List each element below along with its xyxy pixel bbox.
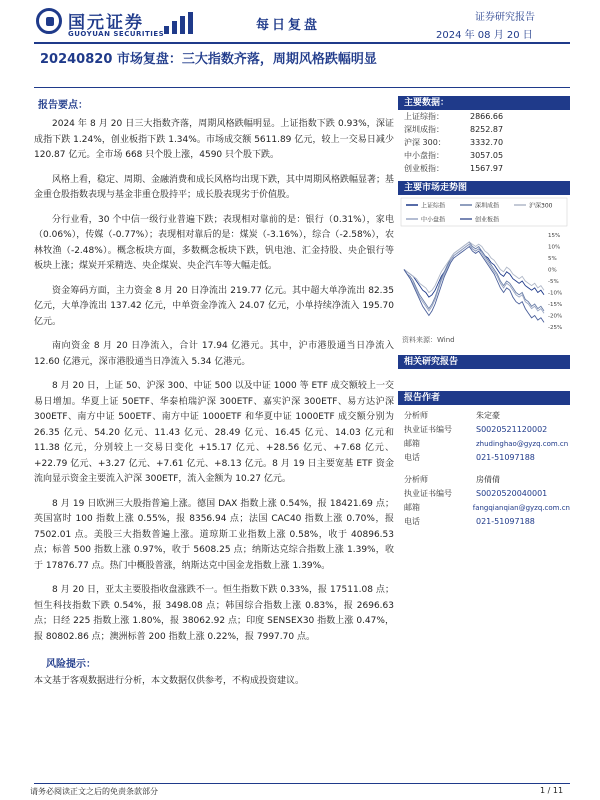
authors-header: 报告作者: [398, 391, 570, 405]
chart-source: 资料来源：Wind: [402, 336, 455, 344]
email-label: 邮箱: [404, 503, 420, 512]
risk-text: 本文基于客观数据进行分析，本文数据仅供参考，不构成投资建议。: [34, 676, 305, 686]
main-data-row: [398, 110, 570, 123]
main-data-row: [398, 136, 570, 149]
legend-label: 中小盘指: [421, 216, 446, 224]
trend-chart: [398, 195, 570, 333]
report-date: 2024 年 08 月 20 日: [436, 30, 533, 41]
author-1-phone: [404, 451, 570, 465]
index-value: 3332.70: [470, 138, 504, 147]
legend-label: 上证综指: [421, 202, 446, 210]
phone-label: 电话: [404, 453, 420, 462]
email-label: 邮箱: [404, 439, 420, 448]
author-2-email: [404, 501, 570, 515]
index-name: 创业板指：: [404, 164, 444, 173]
paragraph-overview: 2024 年 8 月 20 日三大指数齐落，周期风格跌幅明显。上证指数下跌 0.93%，深证成指下跌 1.24%，创业板指下跌 1.34%。市场成交额 5611.89 亿元，较上一交易日减少 120.87 亿元。全市场 668 只个股上涨，4590 只个股下跌。: [34, 119, 394, 160]
y-tick-label: 0%: [548, 267, 557, 274]
author-2-phone: [404, 515, 570, 529]
report-type: 证券研究报告: [475, 12, 535, 23]
paragraph-southbound: 南向资金 8 月 20 日净流入，合计 17.94 亿港元。其中，沪市港股通当日净流入 12.60 亿港元，深市港股通当日净流入 5.34 亿港元。: [34, 341, 394, 367]
author-1-email: [404, 437, 570, 451]
company-logo: [36, 8, 206, 42]
author-2-license: [404, 487, 570, 501]
index-value: 3057.05: [470, 151, 504, 160]
main-data-header: 主要数据：: [398, 96, 570, 110]
main-data-row: [398, 123, 570, 136]
y-tick-label: -25%: [548, 325, 563, 331]
y-tick-label: -10%: [548, 290, 563, 297]
y-tick-label: -20%: [548, 313, 563, 320]
legend-label: 深圳成指: [475, 202, 500, 210]
license-label: 执业证书编号: [404, 489, 452, 498]
author-email-link[interactable]: zhudinghao@gyzq.com.cn: [476, 440, 569, 448]
author-1-row: [404, 409, 570, 423]
footer-divider: [34, 783, 570, 784]
paragraph-europe-us: 8 月 19 日欧洲三大股指普遍上涨。德国 DAX 指数上涨 0.54%，报 18421.69 点；英国富时 100 指数上涨 0.55%，报 8356.94 点；法国 CAC40 指数上涨 0.70%，报 7502.01 点。美股三大指数普遍上涨。道琼斯工业指数上涨 0.58%，收于 40896.53 点；标普 500 指数上涨 0.97%，收于 5608.25 点；纳斯达克综合指数上涨 1.39%，收于 17876.77 点。热门中概股普涨，纳斯达克中国金龙指数上涨 1.39%。: [34, 498, 394, 571]
trend-chart-header: 主要市场走势图: [398, 181, 570, 195]
trend-chart-svg: [398, 195, 570, 333]
author-1-license: [404, 423, 570, 437]
author-name: 房倩倩: [476, 475, 500, 484]
paragraph-etf: 8 月 20 日，上证 50、沪深 300、中证 500 以及中证 1000 等 ETF 成交额较上一交易日增加。华夏上证 50ETF、华泰柏瑞沪深 300ETF、嘉实沪深 300ETF、易方达沪深 300ETF、南方中证 500ETF、南方中证 1000ETF 和华夏中证 1000ETF 成交额分别为 26.35 亿元、54.20 亿元、11.43 亿元、28.49 亿元、16.45 亿元、14.03 亿元和 11.38 亿元，分别较上一交易日变化 +15.17 亿元、+28.56 亿元、+7.68 亿元、+22.79 亿元、+3.27 亿元、+7.61 亿元、+8.13 亿元。8 月 19 日主要宽基 ETF 资金流向显示资金主要流入沪深 300ETF，流入金额为 10.27 亿元。: [34, 381, 394, 484]
author-2-row: [404, 473, 570, 487]
license-number: S0020520040001: [476, 489, 548, 498]
logo-english-name: GUOYUAN SECURITIES: [68, 30, 165, 38]
author-role-label: 分析师: [404, 411, 428, 420]
related-reports-header: 相关研究报告: [398, 355, 570, 369]
main-data-table: [398, 110, 570, 175]
sidebar: [398, 96, 570, 529]
header-divider: [34, 42, 570, 44]
y-tick-label: -15%: [548, 302, 563, 308]
risk-label: 风险提示：: [46, 659, 96, 670]
index-name: 沪深 300：: [404, 138, 446, 147]
author-email-link[interactable]: fangqianqian@gyzq.com.cn: [472, 504, 570, 512]
legend-label: 创业板指: [475, 216, 500, 224]
index-name: 上证综指：: [404, 112, 444, 121]
y-tick-label: 5%: [548, 256, 557, 262]
main-data-row: [398, 162, 570, 175]
y-tick-label: 15%: [548, 233, 561, 239]
daily-review-label: 每日复盘: [256, 18, 321, 33]
index-name: 深圳成指：: [404, 125, 444, 134]
series-line: [404, 247, 544, 323]
paragraph-asia-pacific: 8 月 20 日，亚太主要股指收盘涨跌不一。恒生指数下跌 0.33%，报 17511.08 点；恒生科技指数下跌 0.54%，报 3498.08 点；韩国综合指数上涨 0.83%，报 2696.63 点；日经 225 指数上涨 1.80%，报 38062.92 点；印度 SENSEX30 指数上涨 0.47%，报 80802.86 点；澳洲标普 200 指数上涨 0.22%，报 7997.70 点。: [34, 585, 394, 642]
license-label: 执业证书编号: [404, 425, 452, 434]
author-phone: 021-51097188: [476, 517, 535, 526]
report-title: 20240820 市场复盘：三大指数齐落，周期风格跌幅明显: [40, 52, 377, 67]
index-name: 中小盘指：: [404, 151, 444, 160]
author-name: 朱定豪: [476, 411, 500, 420]
logo-mark-icon: [36, 8, 62, 34]
logo-chinese-name: 国元证券: [68, 13, 144, 33]
legend-label: 沪深300: [529, 202, 553, 210]
author-role-label: 分析师: [404, 475, 428, 484]
main-content: [34, 96, 394, 689]
license-number: S0020521120002: [476, 425, 548, 434]
footer-disclaimer: 请务必阅读正文之后的免责条款部分: [30, 787, 158, 796]
y-tick-label: -5%: [548, 279, 559, 285]
main-data-row: [398, 149, 570, 162]
index-value: 8252.87: [470, 125, 504, 134]
index-value: 1567.97: [470, 164, 504, 173]
paragraph-industry: 分行业看，30 个中信一级行业普遍下跌；表现相对靠前的是：银行（0.31%），家电（0.06%），传媒（-0.77%）；表现相对靠后的是：煤炭（-3.16%），综合（-2.58%），农林牧渔（-2.48%）。概念板块方面，多数概念板块下跌，钒电池、汇金持股、央企银行等板块上涨；煤炭开采精选、央企煤炭、央企汽车等大幅走低。: [34, 214, 394, 271]
paragraph-capital-flow: 资金筹码方面，主力资金 8 月 20 日净流出 219.77 亿元。其中超大单净流出 82.35 亿元，大单净流出 137.42 亿元，中单资金净流入 24.07 亿元，小单持续净流入 195.70 亿元。: [34, 285, 394, 327]
paragraph-style: 风格上看，稳定、周期、金融消费和成长风格均出现下跌，其中周期风格跌幅显著；基金重仓股指数表现与基金非重仓股持平；成长股表现劣于价值股。: [34, 174, 395, 200]
author-phone: 021-51097188: [476, 453, 535, 462]
title-divider: [34, 87, 570, 88]
summary-label: 报告要点：: [38, 100, 88, 111]
logo-bars-icon: [164, 12, 198, 34]
author-list: [398, 409, 570, 529]
index-value: 2866.66: [470, 112, 504, 121]
y-tick-label: 10%: [548, 244, 561, 251]
page-number: 1 / 11: [540, 786, 564, 795]
phone-label: 电话: [404, 517, 420, 526]
